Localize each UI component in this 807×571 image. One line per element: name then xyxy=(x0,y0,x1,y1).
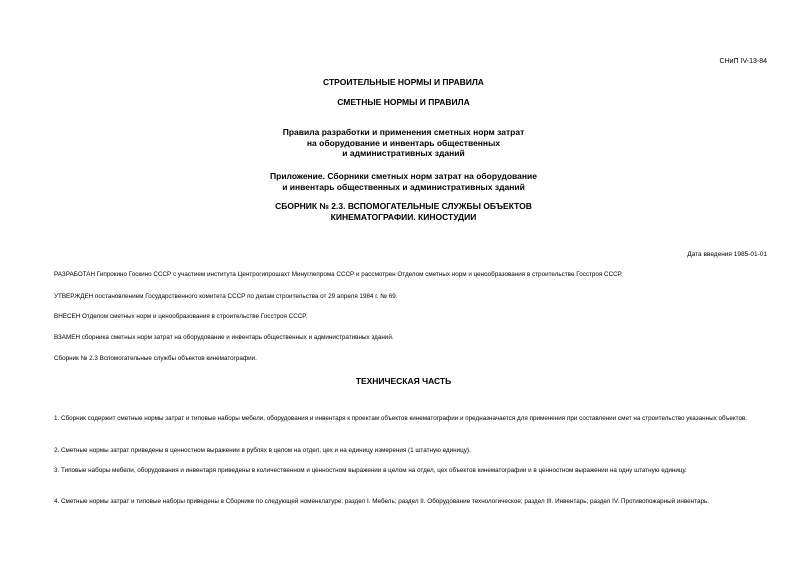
appendix-title xyxy=(0,171,807,192)
rules-title xyxy=(0,127,807,159)
meta-developed: РАЗРАБОТАН Гипрокино Госкино СССР с участием института Центрогипрошахт Минуглепрома СССР и рассмотрен Отделом сметных норм и ценообразования в строительстве Госстроя СССР. xyxy=(54,271,623,278)
appendix-title-line: Приложение. Сборники сметных норм затрат на оборудование xyxy=(270,171,537,181)
meta-introduced: ВНЕСЕН Отделом сметных норм и ценообразования в строительстве Госстроя СССР. xyxy=(54,313,308,320)
meta-replaces: ВЗАМЕН сборника сметных норм затрат на оборудование и инвентарь общественных и административных зданий. xyxy=(54,334,394,341)
paragraph: 2. Сметные нормы затрат приведены в ценностном выражении в рублях в целом на отдел, цех и на единицу измерения (1 штатную единицу). xyxy=(54,447,471,454)
meta-collection: Сборник № 2.3 Вспомогательные службы объектов кинематографии. xyxy=(54,355,257,362)
paragraph: 4. Сметные нормы затрат и типовые наборы приведены в Сборнике по следующей номенклатуре: раздел I. Мебель; раздел II. Оборудование технологическое; раздел III. Инвентарь; раздел IV. Противопожарный инвентарь. xyxy=(54,498,709,505)
document-code: СНиП IV-13-84 xyxy=(719,58,767,65)
appendix-title-line: и инвентарь общественных и административных зданий xyxy=(282,181,525,192)
paragraph: 1. Сборник содержит сметные нормы затрат и типовые наборы мебели, оборудования и инвентаря к проектам объектов кинематографии и предназначается для применения при составлении смет на строительство указанных объектов. xyxy=(54,415,748,422)
sub-title: СМЕТНЫЕ НОРМЫ И ПРАВИЛА xyxy=(337,97,470,107)
collection-title-line: СБОРНИК № 2.3. ВСПОМОГАТЕЛЬНЫЕ СЛУЖБЫ ОБЪЕКТОВ xyxy=(275,201,532,211)
paragraph: 3. Типовые наборы мебели, оборудования и инвентаря приведены в количественном и ценностном выражении в целом на отдел, цех объектов кинематографии и в ценностном выражении на одну штатную единицу. xyxy=(54,467,687,474)
collection-title xyxy=(0,201,807,222)
collection-title-line: КИНЕМАТОГРАФИИ. КИНОСТУДИИ xyxy=(330,211,477,222)
main-title: СТРОИТЕЛЬНЫЕ НОРМЫ И ПРАВИЛА xyxy=(323,77,484,87)
rules-title-line: на оборудование и инвентарь общественных xyxy=(306,137,501,148)
rules-title-line: и административных зданий xyxy=(342,148,465,158)
rules-title-line: Правила разработки и применения сметных норм затрат xyxy=(282,127,525,137)
meta-approved: УТВЕРЖДЕН постановлением Государственного комитета СССР по делам строительства от 29 апреля 1984 г. № 69. xyxy=(54,293,398,300)
intro-date: Дата введения 1985-01-01 xyxy=(687,251,767,258)
section-title: ТЕХНИЧЕСКАЯ ЧАСТЬ xyxy=(355,376,452,386)
